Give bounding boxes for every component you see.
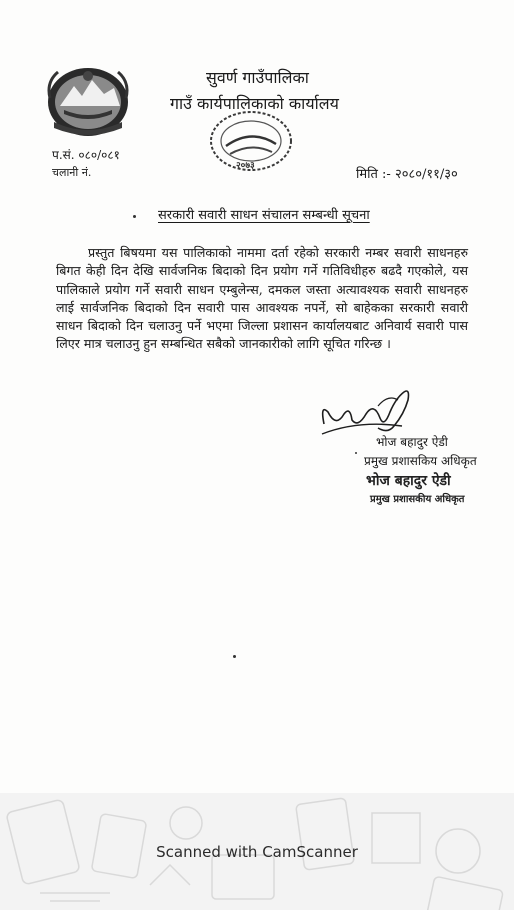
scan-speck [233, 655, 236, 658]
signatory-title: प्रमुख प्रशासकिय अधिकृत [364, 454, 477, 468]
office-name: गाउँ कार्यपालिकाको कार्यालय [170, 94, 339, 113]
svg-text:२०७३: २०७३ [236, 161, 255, 171]
dispatch-number: चलानी नं. [52, 166, 92, 179]
nepal-emblem-icon [42, 62, 134, 140]
camscanner-watermark-text: Scanned with CamScanner [156, 843, 358, 861]
signatory-name: भोज बहादुर ऐडी [376, 435, 448, 449]
letter-date: मिति :- २०८०/११/३० [356, 167, 458, 182]
notice-subject: सरकारी सवारी साधन संचालन सम्बन्धी सूचना [158, 208, 370, 223]
camscanner-footer [0, 793, 514, 910]
scan-speck [355, 452, 357, 454]
reference-number: प.सं. ०८०/०८१ [52, 148, 120, 162]
municipality-name: सुवर्ण गाउँपालिका [206, 68, 309, 87]
notice-body: प्रस्तुत बिषयमा यस पालिकाको नाममा दर्ता रहेको सरकारी नम्बर सवारी साधनहरु बिगत केही दिन देखि सार्वजनिक बिदाको दिन प्रयोग गर्ने गतिविधीहरु बढदै गएकोले, यस पालिकाले प्रयोग गर्ने सवारी साधन एम्बुलेन्स, दमकल जस्ता अत्यावश्यक सवारी साधनहरु लाई सार्वजनिक बिदाको दिन सवारी पास आवश्यक नपर्ने, सो बाहेकका सरकारी सवारी साधन बिदाको दिन चलाउनु पर्ने भएमा जिल्ला प्रशासन कार्यालयबाट अनिवार्य सवारी पास लिएर मात्र चलाउनु हुन सम्बन्धित सबैको जानकारीको लागि सूचित गरिन्छ । [56, 245, 468, 352]
office-stamp-seal [206, 108, 296, 174]
scan-speck [133, 215, 136, 218]
signatory-stamp-name: भोज बहादुर ऐडी [366, 473, 451, 489]
signatory-stamp-title: प्रमुख प्रशासकीय अधिकृत [370, 494, 465, 505]
